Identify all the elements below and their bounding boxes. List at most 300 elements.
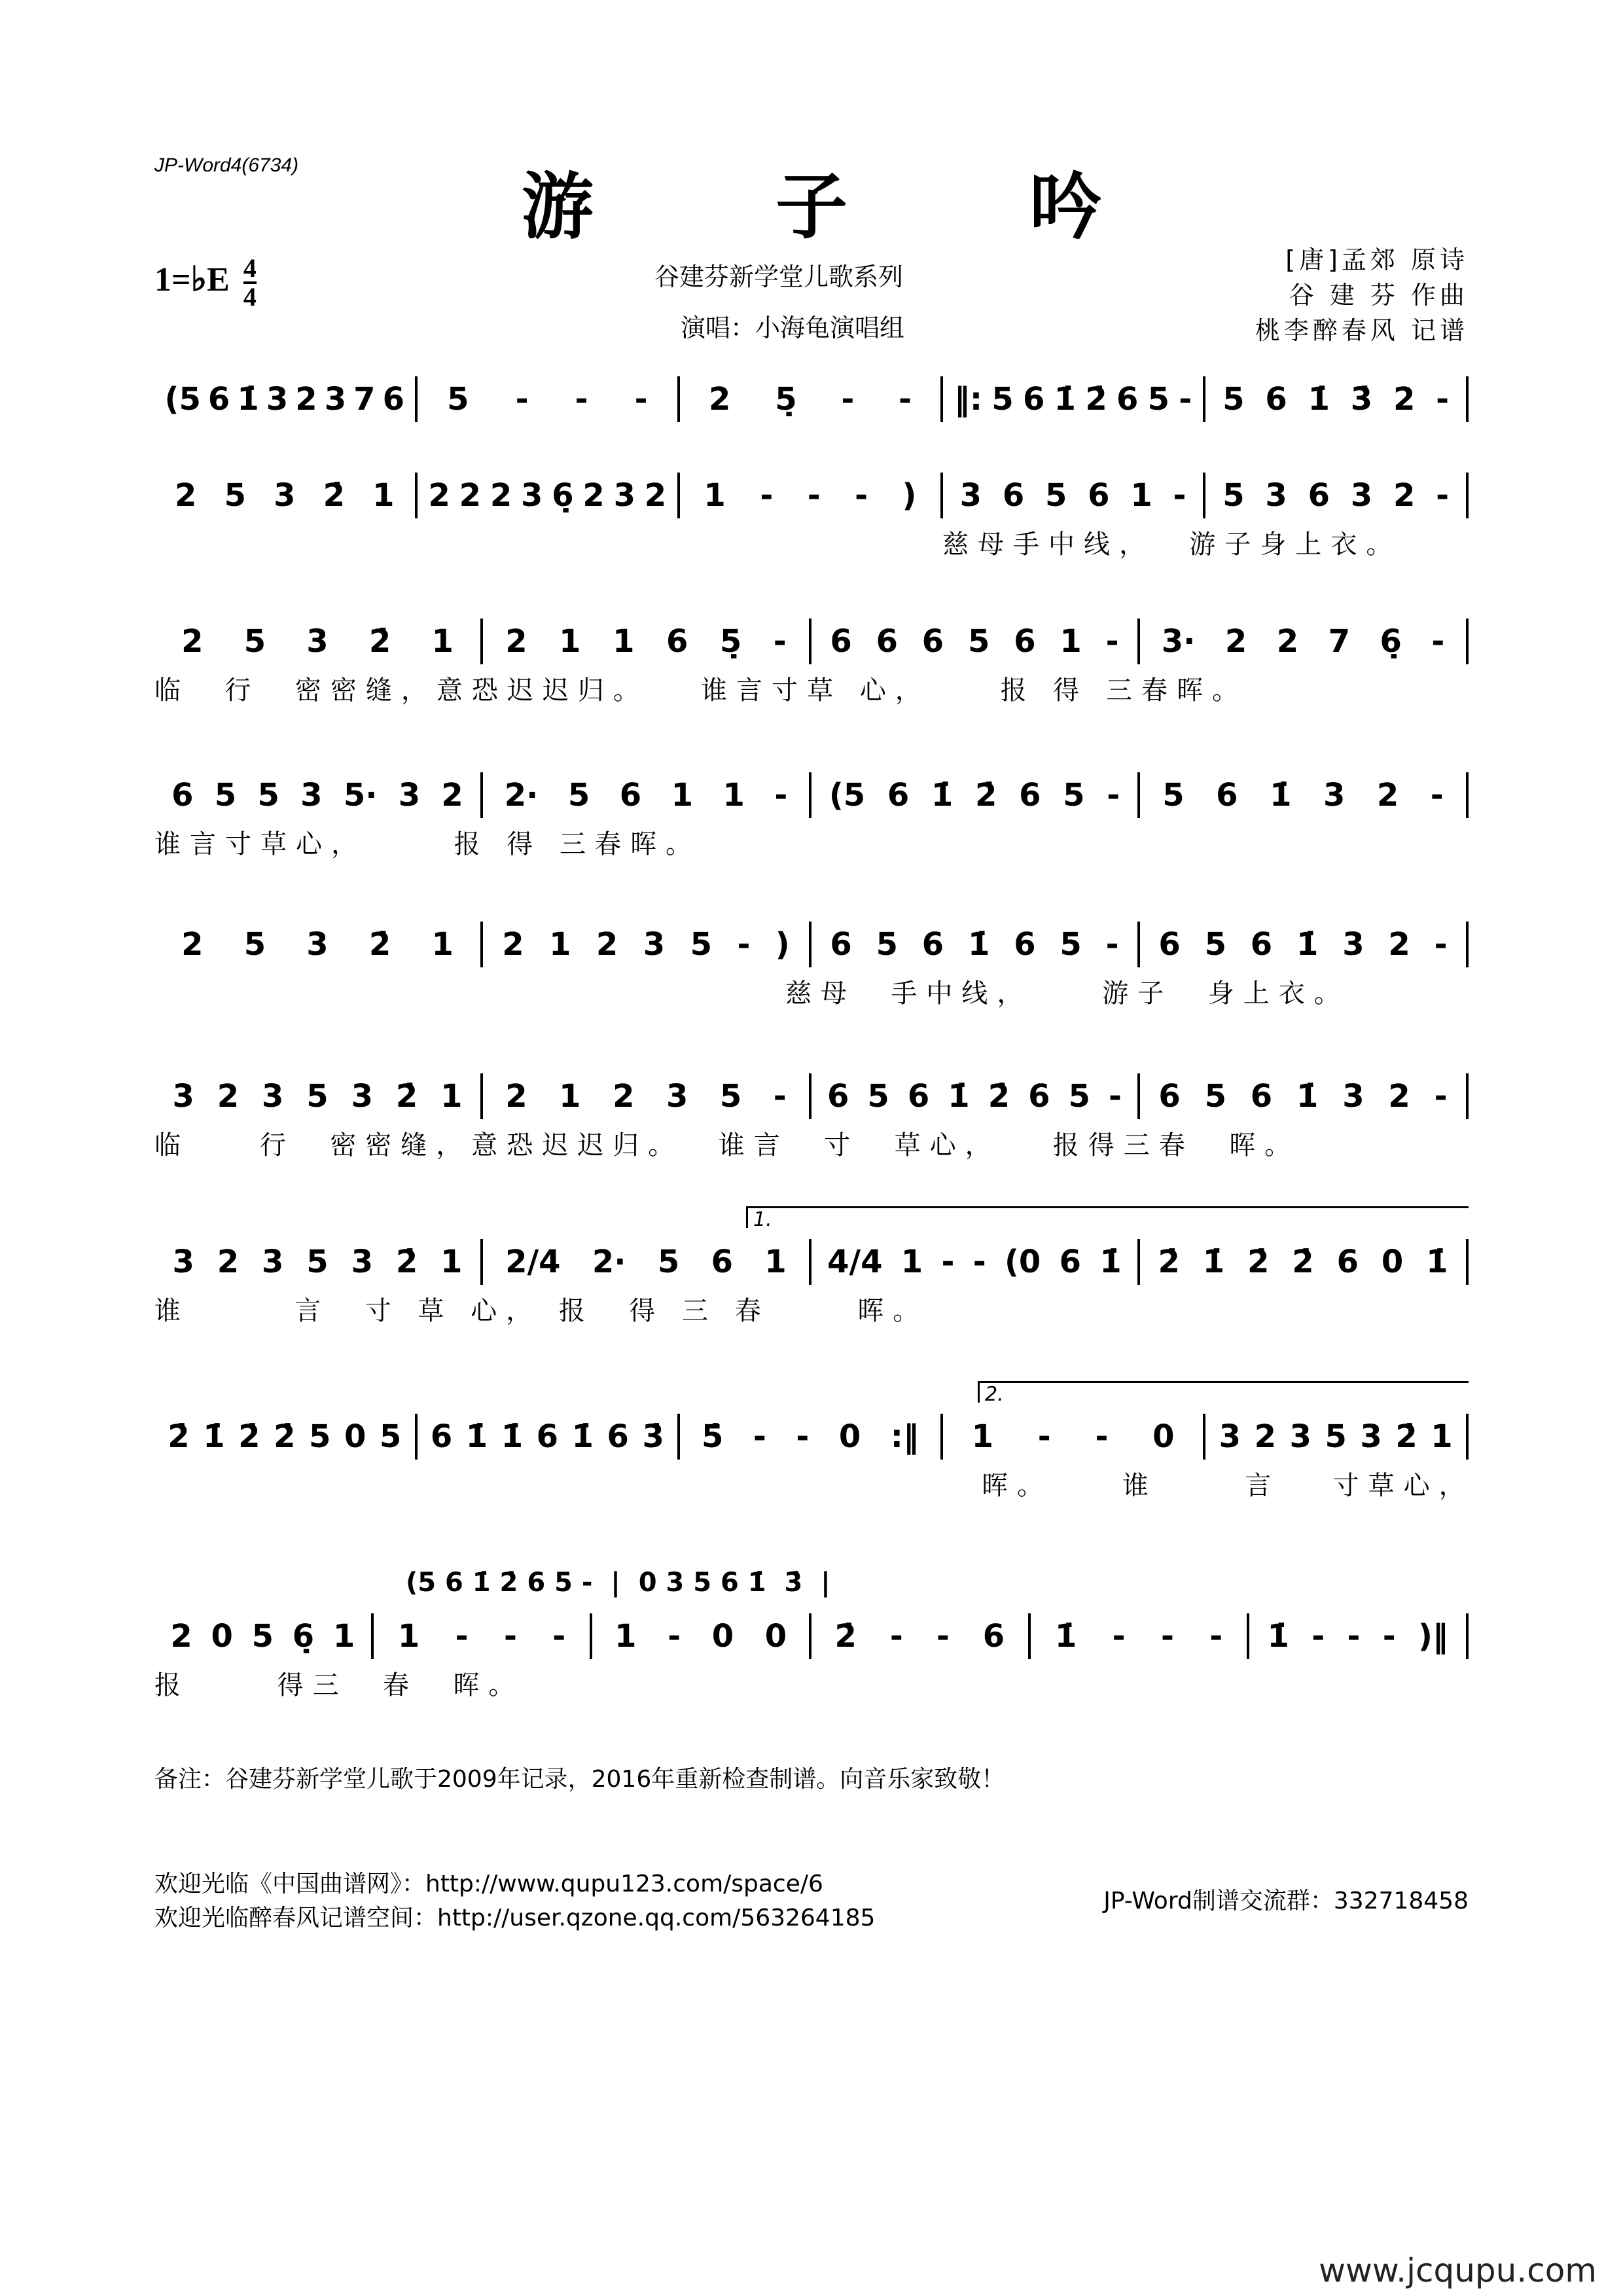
note: 3	[1289, 1418, 1311, 1455]
note: 1	[372, 477, 395, 514]
note: 1	[559, 623, 581, 660]
note: 1	[613, 623, 635, 660]
note: 1̇	[948, 1078, 970, 1115]
note: 3	[300, 777, 323, 814]
note: 1̇	[1267, 1618, 1289, 1655]
note: -	[1179, 381, 1192, 418]
note: 2	[1254, 1418, 1276, 1455]
remark: 备注：谷建芬新学堂儿歌于2009年记录，2016年重新检查制谱。向音乐家致敬！	[154, 1766, 1005, 1793]
note: -	[503, 1618, 517, 1655]
note: 2	[505, 623, 527, 660]
measure	[374, 1613, 593, 1659]
note: 1̇	[1426, 1244, 1448, 1280]
measure	[154, 1613, 374, 1659]
software-label: JP-Word4(6734)	[154, 154, 299, 176]
note: 5	[243, 623, 266, 660]
note: 2	[428, 477, 450, 514]
note: 1̇	[571, 1418, 594, 1455]
measure	[483, 922, 812, 967]
note: 1̇	[465, 1418, 488, 1455]
note: 3	[351, 1078, 373, 1115]
note: 1̇	[1054, 381, 1077, 418]
note: 1	[431, 623, 454, 660]
lyric-line: 临 行 密密缝，意恐迟迟归。 谁言 寸 草心， 报得三春 晖。	[154, 1130, 1300, 1160]
note: 3	[1219, 1418, 1241, 1455]
measure	[154, 619, 483, 664]
measure	[1140, 772, 1469, 818]
measure	[154, 772, 483, 818]
measure	[1205, 473, 1469, 518]
measure	[154, 376, 418, 422]
note: -	[1108, 1078, 1122, 1115]
note: 2	[170, 1618, 192, 1655]
note: 1̇	[931, 777, 954, 814]
note: 1̇	[1270, 777, 1292, 814]
note: -	[737, 926, 751, 963]
note: 1̇	[203, 1418, 225, 1455]
note: 1̇	[968, 926, 990, 963]
key-label: 1=♭E	[154, 260, 230, 298]
note: 1	[971, 1418, 994, 1455]
note: 1	[440, 1078, 463, 1115]
alternate-melody: (5 6 1̇ 2̇ 6 5 - | 0 3 5 6 1̇ 3̇ |	[406, 1568, 830, 1598]
measure	[154, 922, 483, 967]
note: -	[1434, 1078, 1448, 1115]
note: -	[855, 477, 868, 514]
note: -	[455, 1618, 469, 1655]
note: 2	[505, 1078, 527, 1115]
measure	[812, 772, 1140, 818]
note: 4/4	[827, 1244, 883, 1280]
note: 6	[830, 926, 852, 963]
note: 1	[704, 477, 726, 514]
note: 2	[181, 926, 204, 963]
note: 3	[1323, 777, 1346, 814]
note: 1̇	[1054, 1618, 1077, 1655]
note: 1̇	[501, 1418, 524, 1455]
note: 2̇	[395, 1244, 418, 1280]
note: -	[807, 477, 821, 514]
note: 6	[1158, 1078, 1181, 1115]
note: 6	[666, 623, 688, 660]
note: 5̇	[701, 1418, 724, 1455]
note: 5	[1204, 1078, 1226, 1115]
note: -	[1431, 623, 1445, 660]
note: -	[941, 1244, 955, 1280]
note: 5	[657, 1244, 680, 1280]
note: 2	[441, 777, 463, 814]
note: 2̇	[238, 1418, 260, 1455]
note: -	[753, 1418, 766, 1455]
measure	[1249, 1613, 1469, 1659]
lyric-line: 谁 言 寸 草 心， 报 得 三 春 晖。	[154, 1296, 929, 1326]
measure	[592, 1613, 812, 1659]
note: 6	[876, 623, 898, 660]
note: 5	[1325, 1418, 1347, 1455]
note: 2̇	[975, 777, 997, 814]
note: 5	[1060, 926, 1082, 963]
note: 7	[353, 381, 376, 418]
key-signature	[154, 255, 257, 310]
note: 6	[887, 777, 910, 814]
note: 3	[398, 777, 421, 814]
note: -	[1209, 1618, 1223, 1655]
measure	[812, 1239, 1140, 1285]
score-line	[154, 1613, 1469, 1659]
note: 5	[251, 1618, 274, 1655]
note: 5·	[343, 777, 378, 814]
site-link-qzone[interactable]: 欢迎光临醉春风记谱空间：http://user.qzone.qq.com/563264185	[154, 1905, 876, 1931]
note: 5	[867, 1078, 889, 1115]
note: 6	[1308, 477, 1330, 514]
measure	[812, 1073, 1140, 1119]
note: 6	[711, 1244, 734, 1280]
note: -	[774, 777, 788, 814]
measure	[680, 473, 943, 518]
note: -	[1434, 926, 1448, 963]
note: -	[936, 1618, 950, 1655]
measure	[418, 1414, 681, 1460]
measure	[680, 376, 943, 422]
measure	[1140, 619, 1469, 664]
note: 5	[1068, 1078, 1090, 1115]
note: 1	[559, 1078, 581, 1115]
note: 0	[344, 1418, 366, 1455]
note: -	[889, 1618, 903, 1655]
score-line	[154, 922, 1469, 967]
note: )‖	[1418, 1618, 1448, 1655]
note: 6	[1158, 926, 1181, 963]
note: 5̣	[775, 381, 797, 418]
note: 5	[224, 477, 246, 514]
note: 5	[1222, 477, 1245, 514]
measure	[1205, 1414, 1469, 1460]
note: 3	[1342, 926, 1364, 963]
note: 2̇	[1292, 1244, 1314, 1280]
note: 2	[217, 1078, 240, 1115]
note: ‖:	[954, 381, 983, 418]
time-bottom: 4	[243, 282, 257, 312]
page-title: 游 子 吟	[521, 164, 1181, 249]
note: 5	[1162, 777, 1185, 814]
note: -	[1311, 1618, 1325, 1655]
lyric-line: 报 得三 春 晖。	[154, 1670, 524, 1700]
note: 2	[1393, 477, 1416, 514]
note: 2	[490, 477, 512, 514]
note: -	[773, 623, 787, 660]
lyric-line: 慈母手中线， 游子身上衣。	[942, 529, 1402, 560]
note: 2̇	[834, 1618, 857, 1655]
note: 6	[921, 623, 944, 660]
series-subtitle: 谷建芬新学堂儿歌系列	[654, 262, 904, 291]
note: 5	[306, 1244, 329, 1280]
note: 2	[175, 477, 197, 514]
note: -	[1430, 777, 1444, 814]
note: 6	[921, 926, 944, 963]
note: -	[552, 1618, 566, 1655]
measure	[418, 473, 681, 518]
note: 5	[214, 777, 237, 814]
note: 2	[1388, 1078, 1410, 1115]
note: 3	[172, 1078, 194, 1115]
measure	[1205, 376, 1469, 422]
note: 1̇	[1202, 1244, 1225, 1280]
measure	[943, 1414, 1206, 1460]
note: 6	[171, 777, 194, 814]
note: 3	[306, 623, 329, 660]
site-link-qupu[interactable]: 欢迎光临《中国曲谱网》：http://www.qupu123.com/space/6	[154, 1871, 823, 1897]
note: 6	[1002, 477, 1025, 514]
volta-bracket: 2.	[978, 1381, 1469, 1403]
note: -	[1105, 623, 1119, 660]
note: 5	[1045, 477, 1067, 514]
note: 2	[295, 381, 317, 418]
note: 2	[1393, 381, 1416, 418]
note: 2̇	[988, 1078, 1010, 1115]
note: 1	[440, 1244, 463, 1280]
note: -	[841, 381, 855, 418]
note: 2	[1224, 623, 1247, 660]
note: 0	[764, 1618, 787, 1655]
note: 6	[982, 1618, 1005, 1655]
note: -	[898, 381, 912, 418]
lyric-line: 慈母 手中线， 游子 身上衣。	[785, 978, 1349, 1009]
note: 6	[1019, 777, 1041, 814]
note: 1	[431, 926, 454, 963]
score-line	[154, 772, 1469, 818]
note: 0	[838, 1418, 861, 1455]
note: -	[1160, 1618, 1174, 1655]
note: 6	[207, 381, 230, 418]
note: 2	[596, 926, 618, 963]
note: 3	[959, 477, 982, 514]
note: )	[902, 477, 917, 514]
note: 2̇	[274, 1418, 296, 1455]
note: 6	[1116, 381, 1139, 418]
note: 5	[447, 381, 469, 418]
measure	[680, 1414, 943, 1460]
note: 3	[266, 381, 289, 418]
note: 3	[613, 477, 636, 514]
note: -	[1347, 1618, 1361, 1655]
note: 6̣	[1380, 623, 1402, 660]
note: 1	[1431, 1418, 1453, 1455]
note: 1	[1060, 623, 1082, 660]
note: 5	[719, 1078, 742, 1115]
measure	[943, 473, 1206, 518]
note: 6	[430, 1418, 453, 1455]
group-info: JP-Word制谱交流群：332718458	[1103, 1888, 1469, 1914]
measure	[943, 376, 1206, 422]
note: 1	[901, 1244, 923, 1280]
note: 3̇	[1350, 381, 1373, 418]
note: 6	[1336, 1244, 1359, 1280]
note: -	[760, 477, 774, 514]
note: 2	[1376, 777, 1399, 814]
note: 6	[827, 1078, 849, 1115]
note: 2	[502, 926, 524, 963]
note: -	[1436, 477, 1450, 514]
note: 6	[907, 1078, 930, 1115]
note: (5	[829, 777, 866, 814]
measure	[418, 376, 681, 422]
measure	[154, 1073, 483, 1119]
measure	[483, 619, 812, 664]
composer-credit: 谷 建 芬 作曲	[1289, 281, 1469, 310]
note: 2̇	[1158, 1244, 1180, 1280]
note: 2	[582, 477, 605, 514]
note: 0	[1381, 1244, 1404, 1280]
note: 6	[1265, 381, 1287, 418]
note: 5	[306, 1078, 329, 1115]
note: 2̇	[323, 477, 345, 514]
measure	[154, 1239, 483, 1285]
note: 0	[211, 1618, 233, 1655]
note: 6	[1014, 623, 1036, 660]
note: 3	[351, 1244, 373, 1280]
note: 2	[644, 477, 667, 514]
note: 5	[243, 926, 266, 963]
note: 3̇	[642, 1418, 664, 1455]
note: -	[1436, 381, 1450, 418]
measure	[1031, 1613, 1250, 1659]
note: 2	[709, 381, 731, 418]
note: 3	[306, 926, 329, 963]
note: 6	[619, 777, 642, 814]
note: -	[1105, 926, 1119, 963]
note: 2̇	[1247, 1244, 1270, 1280]
watermark: www.jcqupu.com	[1319, 2251, 1597, 2289]
note: 2	[613, 1078, 635, 1115]
measure	[154, 473, 418, 518]
note: 1̇	[1308, 381, 1330, 418]
note: 2	[459, 477, 482, 514]
note: 1	[332, 1618, 355, 1655]
lyric-line: 谁言寸草心， 报 得 三春晖。	[154, 829, 702, 859]
score-line	[154, 473, 1469, 518]
score-line	[154, 376, 1469, 422]
note: 7	[1328, 623, 1350, 660]
note: 2̇	[168, 1418, 190, 1455]
note: 5̣	[719, 623, 742, 660]
note: 3	[643, 926, 666, 963]
note: 2·	[592, 1244, 626, 1280]
note: 3	[324, 381, 347, 418]
note: 1	[397, 1618, 420, 1655]
note: 1	[549, 926, 571, 963]
note: 5	[567, 777, 590, 814]
note: -	[1382, 1618, 1396, 1655]
note: -	[1173, 477, 1186, 514]
measure	[483, 1073, 812, 1119]
time-top: 4	[243, 253, 257, 283]
note: 3	[262, 1078, 284, 1115]
score-line	[154, 1414, 1469, 1460]
note: -	[515, 381, 529, 418]
note: 6	[1216, 777, 1238, 814]
note: 6	[1250, 926, 1273, 963]
note: 6	[1250, 1078, 1273, 1115]
note: 1	[1130, 477, 1152, 514]
note: 1	[615, 1618, 637, 1655]
note: )	[775, 926, 790, 963]
note: 6̣	[552, 477, 574, 514]
singer-info: 演唱：小海龟演唱组	[681, 314, 905, 342]
score-line	[154, 1239, 1469, 1285]
note: 3	[1350, 477, 1373, 514]
note: 2̇	[1395, 1418, 1418, 1455]
note: 2	[1388, 926, 1410, 963]
note: 5	[379, 1418, 402, 1455]
note: 5	[1204, 926, 1226, 963]
note: -	[1112, 1618, 1126, 1655]
note: 0	[1152, 1418, 1175, 1455]
note: 2̇	[395, 1078, 418, 1115]
note: 3·	[1161, 623, 1196, 660]
note: 6	[536, 1418, 559, 1455]
note: 1̇	[237, 381, 259, 418]
note: 5	[876, 926, 898, 963]
transcriber-credit: 桃李醉春风 记谱	[1255, 316, 1469, 345]
measure	[483, 1239, 812, 1285]
note: 1̇	[1099, 1244, 1122, 1280]
note: 1̇	[1296, 926, 1319, 963]
note: 5	[991, 381, 1014, 418]
note: -	[575, 381, 588, 418]
note: 5	[968, 623, 990, 660]
measure	[154, 1414, 418, 1460]
note: 1	[764, 1244, 787, 1280]
note: 2·	[504, 777, 539, 814]
measure	[812, 922, 1140, 967]
note: 6	[1059, 1244, 1082, 1280]
note: 3	[274, 477, 296, 514]
note: 1̇	[1296, 1078, 1319, 1115]
note: -	[972, 1244, 986, 1280]
measure	[483, 772, 812, 818]
note: 2	[181, 623, 204, 660]
note: 6	[382, 381, 405, 418]
note: 6	[607, 1418, 629, 1455]
note: (0	[1004, 1244, 1041, 1280]
note: 5	[1147, 381, 1170, 418]
note: -	[796, 1418, 810, 1455]
note: 3	[262, 1244, 284, 1280]
note: -	[773, 1078, 787, 1115]
volta-bracket: 1.	[746, 1206, 1469, 1228]
note: 6	[1088, 477, 1110, 514]
note: 6	[1028, 1078, 1050, 1115]
time-signature	[243, 255, 257, 310]
note: -	[1037, 1418, 1051, 1455]
note: 1	[671, 777, 693, 814]
note: -	[1107, 777, 1120, 814]
note: 5	[309, 1418, 331, 1455]
note: 2̇	[368, 926, 391, 963]
measure	[1140, 1073, 1469, 1119]
note: 5	[257, 777, 279, 814]
note: 6	[1014, 926, 1036, 963]
note: 5	[1222, 381, 1245, 418]
lyric-line: 临 行 密密缝，意恐迟迟归。 谁言寸草 心， 报 得 三春晖。	[154, 675, 1248, 706]
note: 2̇	[1085, 381, 1107, 418]
note: 0	[711, 1618, 734, 1655]
note: 1	[722, 777, 745, 814]
note: 3	[1360, 1418, 1382, 1455]
note: 3	[666, 1078, 688, 1115]
note: 2̇	[368, 623, 391, 660]
note: -	[668, 1618, 681, 1655]
